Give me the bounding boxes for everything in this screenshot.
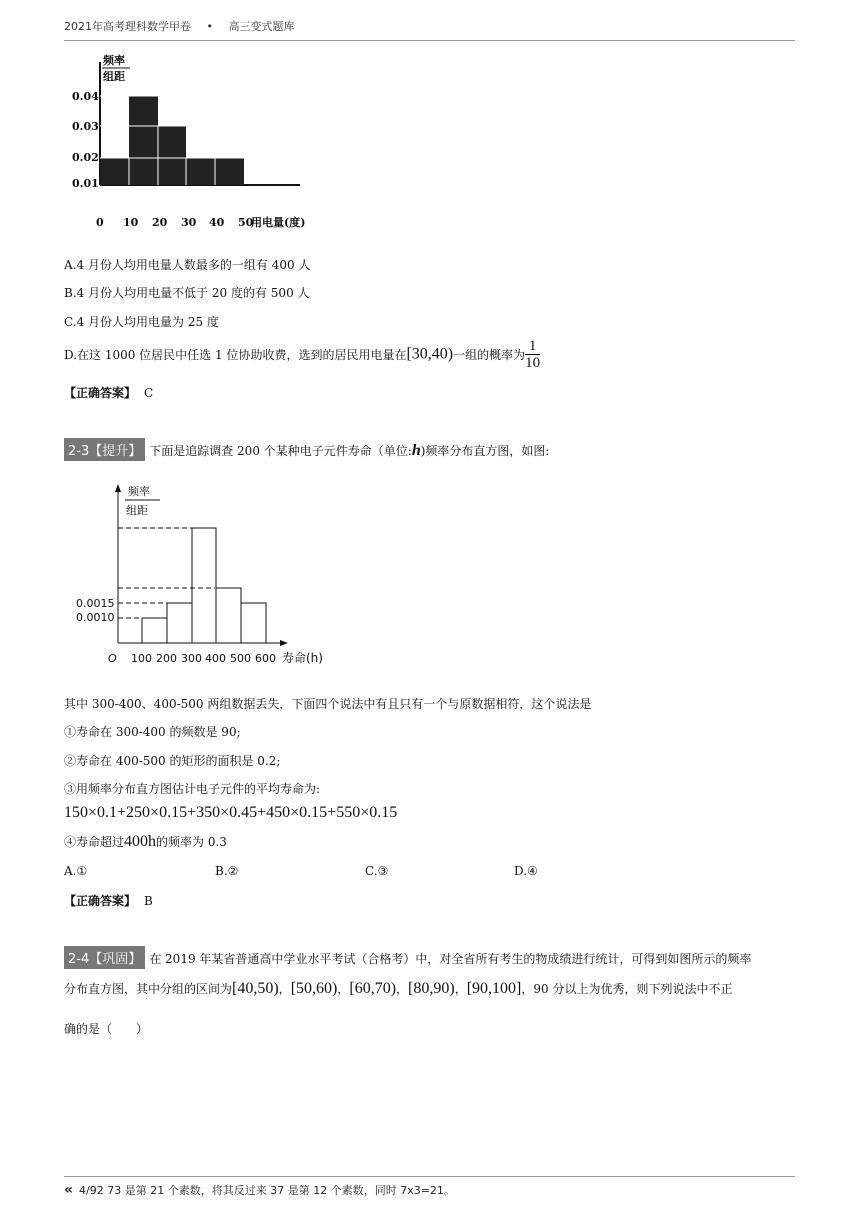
chart2-ylabel-top: 频率 bbox=[128, 485, 150, 498]
header-title: 2021年高考理科数学甲卷 bbox=[64, 20, 191, 33]
answer-value: B bbox=[144, 894, 153, 908]
bar-10-20 bbox=[129, 96, 158, 185]
q2-4-stem-c: 确的是（ ） bbox=[64, 1022, 149, 1036]
chart2-origin: O bbox=[108, 652, 117, 665]
histogram-lifespan bbox=[70, 478, 350, 673]
answer-label: 【正确答案】 bbox=[64, 386, 137, 400]
q2-3-item4-math: 400h bbox=[124, 833, 157, 850]
chart2-ytick-0.0015: 0.0015 bbox=[76, 597, 115, 610]
q2-3-option-b: B.② bbox=[215, 864, 239, 878]
chart2-xtick-300: 300 bbox=[181, 652, 202, 665]
chart1-xtick-0: 0 bbox=[96, 216, 104, 229]
interval-3: [60,70) bbox=[349, 980, 397, 997]
q2-4-stem-b: 分布直方图，其中分组的区间为[40,50)，[50,60)，[60,70)，[80,90)，[90,100]，90 分以上为优秀，则下列说法中不正 bbox=[64, 980, 733, 997]
chart2-xtick-400: 400 bbox=[205, 652, 226, 665]
q2-3-option-d: D.④ bbox=[514, 864, 538, 878]
chart2-xtick-200: 200 bbox=[156, 652, 177, 665]
q2-4-tag: 2-4【巩固】 bbox=[64, 946, 145, 969]
chart2-xtick-100: 100 bbox=[131, 652, 152, 665]
bar-20-30 bbox=[158, 126, 186, 185]
q2-3-option-c: C.③ bbox=[365, 864, 389, 878]
chart1-ytick-0.04: 0.04 bbox=[72, 90, 99, 103]
bar-400-500 bbox=[216, 588, 241, 643]
q2-3-item4-a: ④寿命超过 bbox=[64, 835, 125, 849]
chart1-xtick-50: 50 bbox=[238, 216, 254, 229]
q2-3-option-a: A.① bbox=[64, 864, 88, 878]
chart2-xlabel: 寿命(h) bbox=[282, 651, 323, 665]
q2-2-option-b: B.4 月份人均用电量不低于 20 度的有 500 人 bbox=[64, 286, 310, 300]
bar-500-600 bbox=[241, 603, 266, 643]
fraction-denominator: 10 bbox=[525, 355, 541, 371]
q2-4-stem-a-text: 在 2019 年某省普通高中学业水平考试（合格考）中，对全省所有考生的物成绩进行统计，可得到如图所示的频率 bbox=[149, 952, 752, 966]
q2-2-option-d-prefix: D.在这 1000 位居民中任选 1 位协助收费，选到的居民用电量在 bbox=[64, 348, 407, 362]
q2-2-option-d-fraction bbox=[525, 338, 540, 371]
interval-4: [80,90) bbox=[408, 980, 455, 997]
double-chevron-left-icon[interactable]: « bbox=[64, 1182, 74, 1198]
chart1-xtick-20: 20 bbox=[152, 216, 168, 229]
interval-5: [90,100] bbox=[466, 980, 522, 997]
chart1-ylabel-top: 频率 bbox=[103, 54, 125, 67]
bar-300-400 bbox=[192, 528, 216, 643]
chart1-xtick-30: 30 bbox=[181, 216, 197, 229]
chart2-ylabel-bottom: 组距 bbox=[126, 504, 148, 517]
q2-3-formula: 150×0.1+250×0.15+350×0.45+450×0.15+550×0.15 bbox=[64, 804, 398, 821]
bar-100-200 bbox=[142, 618, 167, 643]
chart1-xtick-40: 40 bbox=[209, 216, 225, 229]
bar-0-10 bbox=[100, 158, 129, 185]
q2-4-stem-a bbox=[64, 946, 751, 969]
answer-value: C bbox=[144, 386, 154, 400]
q2-2-option-d bbox=[64, 338, 540, 371]
q2-2-option-a: A.4 月份人均用电量人数最多的一组有 400 人 bbox=[64, 258, 311, 272]
page-footer bbox=[64, 1176, 795, 1198]
chart2-xtick-500: 500 bbox=[230, 652, 251, 665]
histogram-electricity bbox=[70, 52, 320, 232]
q2-3-answer bbox=[64, 892, 153, 909]
q2-3-stem-b: )频率分布直方图，如图: bbox=[420, 444, 550, 458]
header-subtitle: 高三变式题库 bbox=[228, 20, 295, 33]
q2-2-option-d-interval: [30,40) bbox=[406, 345, 454, 363]
q2-2-answer bbox=[64, 384, 153, 401]
q2-2-option-d-mid: 一组的概率为 bbox=[453, 348, 526, 362]
chart1-ytick-0.01: 0.01 bbox=[72, 177, 99, 190]
q2-4-stem-b-prefix: 分布直方图，其中分组的区间为 bbox=[64, 982, 233, 996]
header-bullet: • bbox=[206, 20, 213, 33]
chart1-xlabel: 用电量(度) bbox=[251, 216, 306, 229]
interval-1: [40,50) bbox=[232, 980, 279, 997]
q2-4-stem-b-suffix: ，90 分以上为优秀，则下列说法中不正 bbox=[521, 982, 733, 996]
q2-3-item3: ③用频率分布直方图估计电子元件的平均寿命为: bbox=[64, 782, 321, 796]
q2-3-item4-b: 的频率为 0.3 bbox=[156, 835, 227, 849]
answer-label: 【正确答案】 bbox=[64, 894, 137, 908]
q2-3-stem-unit: h bbox=[411, 442, 421, 459]
chart1-ytick-0.02: 0.02 bbox=[72, 151, 99, 164]
q2-3-stem-a: 下面是追踪调查 200 个某种电子元件寿命（单位: bbox=[149, 444, 412, 458]
q2-3-item2: ②寿命在 400-500 的矩形的面积是 0.2; bbox=[64, 754, 281, 768]
bar-200-300 bbox=[167, 603, 192, 643]
chart1-ytick-0.03: 0.03 bbox=[72, 120, 99, 133]
q2-3-line1: 其中 300-400、400-500 两组数据丢失，下面四个说法中有且只有一个与原数据相符，这个说法是 bbox=[64, 697, 592, 711]
q2-3-stem bbox=[64, 438, 549, 461]
chart1-xtick-10: 10 bbox=[123, 216, 139, 229]
q2-3-tag: 2-3【提升】 bbox=[64, 438, 145, 461]
chart2-ytick-0.0010: 0.0010 bbox=[76, 611, 115, 624]
q2-2-option-c: C.4 月份人均用电量为 25 度 bbox=[64, 315, 219, 329]
fraction-numerator: 1 bbox=[525, 338, 540, 355]
page-header bbox=[64, 18, 795, 41]
q2-3-item4 bbox=[64, 833, 227, 851]
chart1-ylabel-bottom: 组距 bbox=[103, 70, 125, 83]
interval-2: [50,60) bbox=[290, 980, 338, 997]
chart2-xtick-600: 600 bbox=[255, 652, 276, 665]
footer-text: 4/92 73 是第 21 个素数，将其反过来 37 是第 12 个素数，同时 7x3=21。 bbox=[79, 1184, 455, 1197]
q2-3-item1: ①寿命在 300-400 的频数是 90; bbox=[64, 725, 241, 739]
